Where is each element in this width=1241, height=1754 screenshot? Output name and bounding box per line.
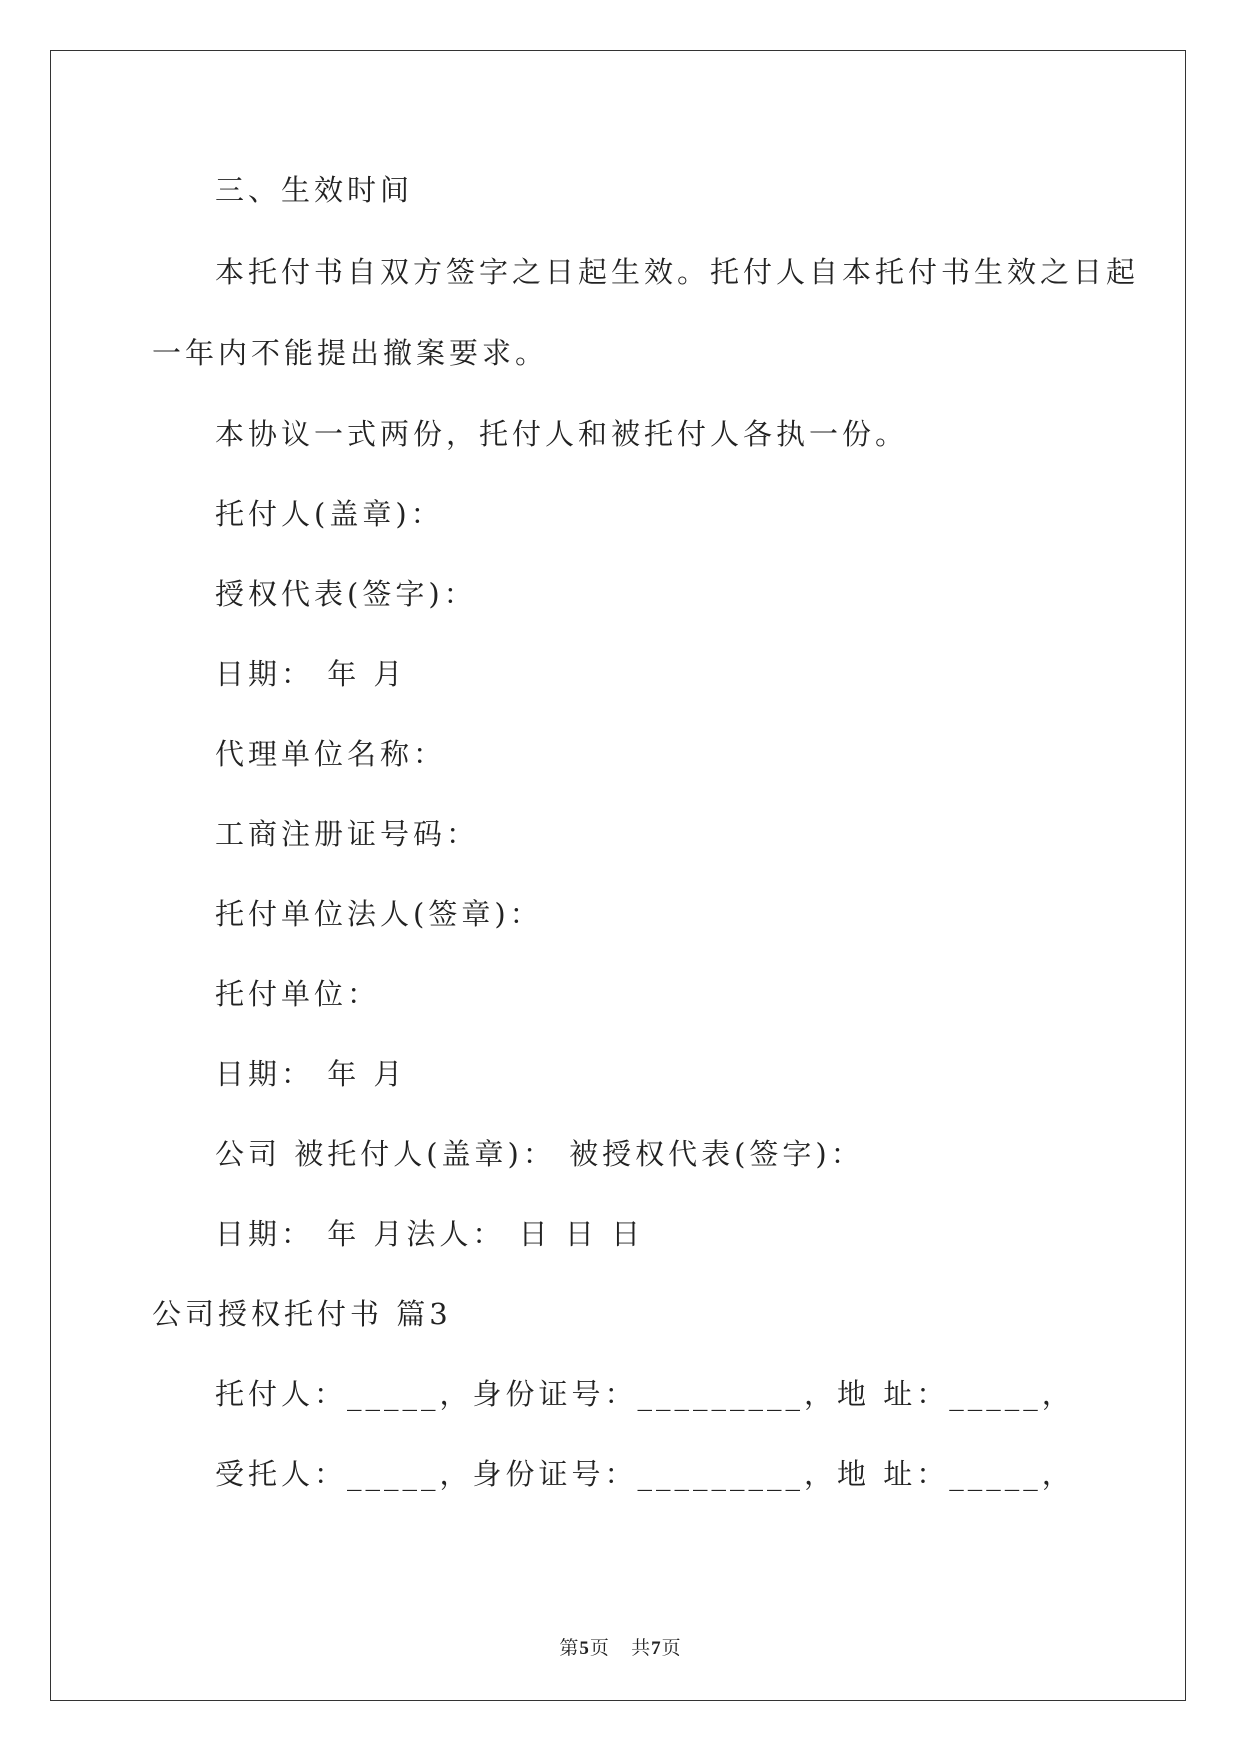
- page-footer: [0, 1633, 1241, 1660]
- date-field-label: 日期： 年 月法人： 日 日 日: [215, 1217, 645, 1251]
- form-line: 托付人：_____，身份证号：_________，地 址：_____，: [215, 1377, 1075, 1411]
- signature-field-label: 公司 被托付人(盖章)： 被授权代表(签字)：: [215, 1137, 864, 1171]
- field-label: 托付单位：: [215, 977, 381, 1011]
- footer-total-prefix: 共: [631, 1637, 652, 1659]
- paragraph-line: 本协议一式两份，托付人和被托付人各执一份。: [215, 417, 909, 451]
- field-label: 工商注册证号码：: [215, 817, 480, 851]
- section-heading: 三、生效时间: [215, 173, 414, 207]
- signature-field-label: 授权代表(签字)：: [215, 577, 477, 611]
- footer-total-suffix: 页: [661, 1637, 682, 1659]
- footer-page-suffix: 页: [589, 1637, 610, 1659]
- paragraph-line: 本托付书自双方签字之日起生效。托付人自本托付书生效之日起: [215, 255, 1140, 289]
- page-border: [50, 50, 1186, 1701]
- signature-field-label: 托付单位法人(签章)：: [215, 897, 543, 931]
- page-number: 5: [579, 1638, 590, 1659]
- date-field-label: 日期： 年 月: [215, 1057, 407, 1091]
- date-field-label: 日期： 年 月: [215, 657, 407, 691]
- total-pages: 7: [651, 1638, 662, 1659]
- paragraph-line: 一年内不能提出撤案要求。: [152, 336, 549, 370]
- signature-field-label: 托付人(盖章)：: [215, 497, 444, 531]
- form-line: 受托人：_____，身份证号：_________，地 址：_____，: [215, 1457, 1075, 1491]
- field-label: 代理单位名称：: [215, 737, 447, 771]
- section-title: 公司授权托付书 篇3: [152, 1297, 452, 1331]
- footer-prefix: 第: [559, 1637, 580, 1659]
